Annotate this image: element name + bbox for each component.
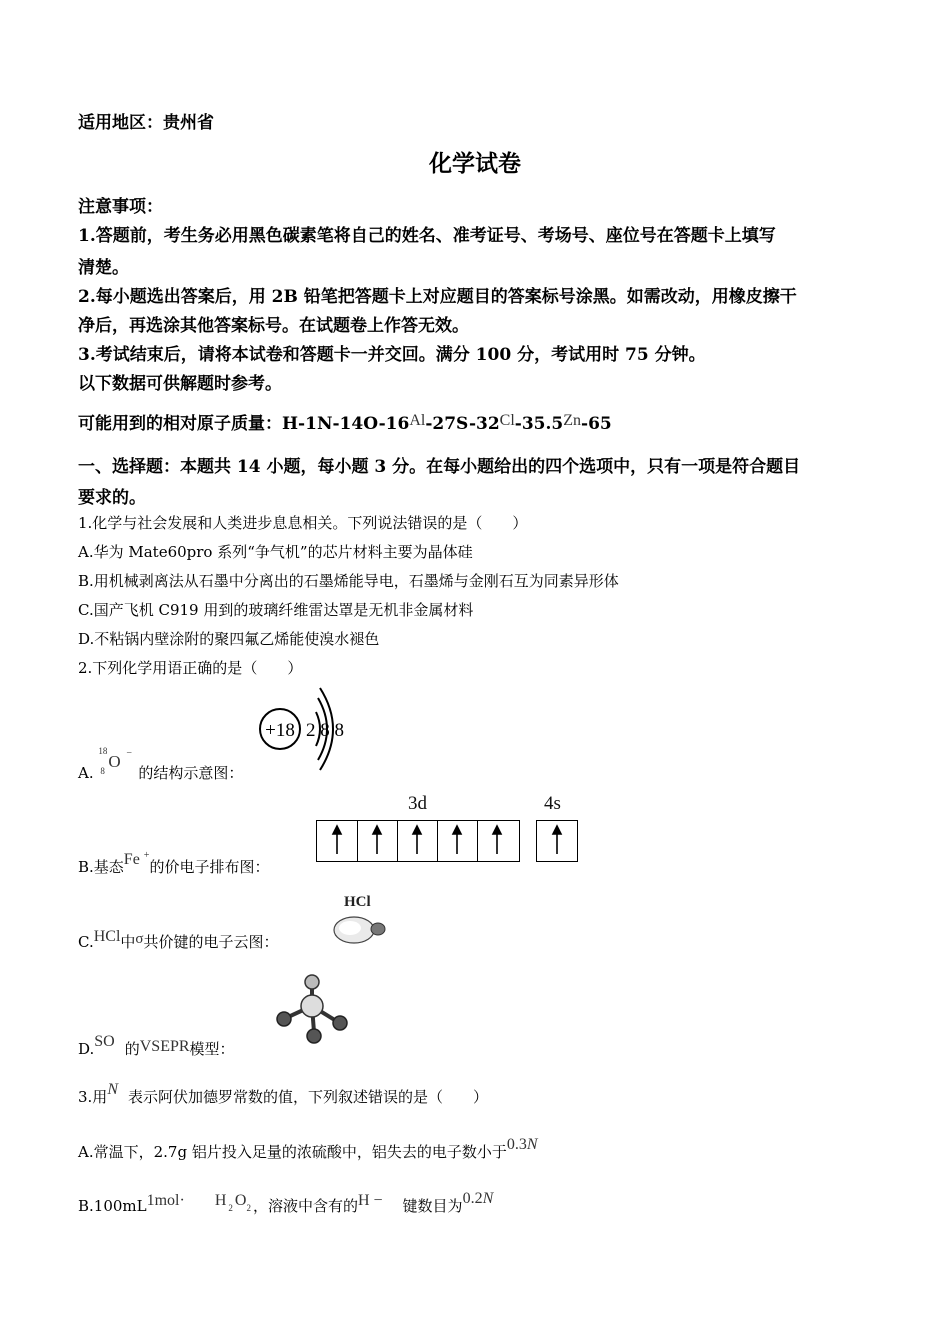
option-d-text: 的 bbox=[124, 1040, 140, 1058]
question-stem-suffix: 表示阿伏加德罗常数的值，下列叙述错误的是（ ） bbox=[127, 1088, 488, 1106]
nucleus-charge: +18 bbox=[265, 720, 295, 741]
option-d-suffix: 模型： bbox=[189, 1040, 235, 1058]
al-symbol: Al bbox=[409, 412, 426, 429]
atomic-number: 8 bbox=[100, 766, 105, 776]
notice-line: 1.答题前，考生务必用黑色碳素笔将自己的姓名、准考证号、考场号、座位号在答题卡上填写 bbox=[78, 226, 776, 246]
avogadro-symbol: N bbox=[526, 1136, 538, 1153]
option-b-text: ，溶液中含有的 bbox=[252, 1197, 358, 1215]
option-c-text: 中 bbox=[120, 933, 136, 951]
avogadro-symbol: N bbox=[107, 1081, 118, 1098]
question-stem-prefix: 3.用 bbox=[78, 1088, 108, 1106]
sigma-symbol: σ bbox=[135, 931, 144, 947]
option-b-label: B.基态 bbox=[78, 858, 124, 876]
region-label: 适用地区：贵州省 bbox=[78, 113, 214, 133]
cl-symbol: Cl bbox=[499, 412, 515, 429]
element-symbol: Fe bbox=[123, 851, 140, 868]
question-stem bbox=[78, 1081, 488, 1107]
option-b: B.用机械剥离法从石墨中分离出的石墨烯能导电，石墨烯与金刚石互为同素异形体 bbox=[78, 572, 619, 590]
formula-h: H bbox=[214, 1192, 227, 1209]
option-b-value: 0.2 bbox=[462, 1190, 483, 1207]
option-d bbox=[78, 1033, 235, 1059]
notice-line: 清楚。 bbox=[78, 258, 129, 278]
notice-line: 净后，再选涂其他答案标号。在试题卷上作答无效。 bbox=[78, 316, 469, 336]
question-stem: 1.化学与社会发展和人类进步息息相关。下列说法错误的是（ ） bbox=[78, 514, 528, 532]
formula-o: O bbox=[234, 1192, 247, 1209]
section-heading: 要求的。 bbox=[78, 488, 146, 508]
option-c-label: C. bbox=[78, 933, 94, 951]
notice-line: 3.考试结束后，请将本试卷和答题卡一并交回。满分 100 分，考试用时 75 分钟。 bbox=[78, 345, 706, 365]
option-a-label: A. bbox=[78, 764, 94, 782]
option-a bbox=[78, 1136, 538, 1162]
atomic-mass-cl: -35.5 bbox=[514, 414, 564, 434]
vsepr-model-image bbox=[272, 970, 356, 1046]
vsepr-term: VSEPR bbox=[139, 1038, 190, 1055]
option-a-suffix: 的结构示意图： bbox=[138, 764, 244, 782]
avogadro-symbol: N bbox=[482, 1190, 494, 1207]
shell-electrons: 2 8 8 bbox=[306, 720, 344, 741]
orbital-label-4s: 4s bbox=[544, 793, 561, 814]
option-a: A.华为 Mate60pro 系列“争气机”的芯片材料主要为晶体硅 bbox=[78, 543, 473, 561]
bond-label: H − bbox=[357, 1192, 383, 1209]
atomic-mass-prefix: 可能用到的相对原子质量：H-1N-14O-16 bbox=[78, 414, 410, 434]
atom-structure-diagram bbox=[258, 684, 368, 776]
option-a-text: A.常温下，2.7g 铝片投入足量的浓硫酸中，铝失去的电子数小于 bbox=[78, 1143, 507, 1161]
molecule-formula: HCl bbox=[93, 928, 121, 945]
page-title: 化学试卷 bbox=[429, 150, 521, 177]
electron-cloud-image bbox=[332, 912, 390, 946]
notice-heading: 注意事项： bbox=[78, 197, 163, 217]
section-heading: 一、选择题：本题共 14 小题，每小题 3 分。在每小题给出的四个选项中，只有一项是符合题目 bbox=[78, 457, 801, 477]
orbital-label-3d: 3d bbox=[408, 793, 427, 814]
option-b bbox=[78, 850, 270, 877]
atomic-mass-zn: -65 bbox=[581, 414, 612, 434]
ion-charge: + bbox=[143, 850, 150, 861]
atomic-mass-line bbox=[78, 409, 612, 434]
option-c: C.国产飞机 C919 用到的玻璃纤维雷达罩是无机非金属材料 bbox=[78, 601, 474, 619]
mass-number: 18 bbox=[98, 746, 108, 756]
concentration: 1mol· bbox=[146, 1192, 185, 1209]
spin-arrows bbox=[316, 820, 578, 862]
zn-symbol: Zn bbox=[563, 412, 582, 429]
option-b-suffix: 的价电子排布图： bbox=[149, 858, 270, 876]
option-b-prefix: B.100mL bbox=[78, 1197, 147, 1215]
hcl-image-label: HCl bbox=[344, 894, 371, 910]
atomic-mass-s: -27S-32 bbox=[425, 414, 500, 434]
molecule-formula: SO bbox=[94, 1033, 115, 1050]
option-c bbox=[78, 928, 279, 952]
element-symbol: O bbox=[108, 752, 121, 771]
ion-charge: − bbox=[126, 748, 133, 759]
option-b-suffix: 键数目为 bbox=[402, 1197, 463, 1215]
question-stem: 2.下列化学用语正确的是（ ） bbox=[78, 659, 303, 677]
option-b: B.100mL1mol· H 2 O2 ，溶液中含有的H − 键数目为0.2N bbox=[78, 1190, 494, 1215]
notice-line: 以下数据可供解题时参考。 bbox=[78, 374, 282, 394]
oxygen-ion-symbol bbox=[98, 746, 138, 778]
option-a-value: 0.3 bbox=[506, 1136, 527, 1153]
option-a bbox=[78, 746, 244, 783]
option-c-suffix: 共价键的电子云图： bbox=[143, 933, 279, 951]
notice-line: 2.每小题选出答案后，用 2B 铅笔把答题卡上对应题目的答案标号涂黑。如需改动，用橡皮擦干 bbox=[78, 287, 797, 307]
option-d-label: D. bbox=[78, 1040, 95, 1058]
option-d: D.不粘锅内壁涂附的聚四氟乙烯能使溴水褪色 bbox=[78, 630, 380, 648]
